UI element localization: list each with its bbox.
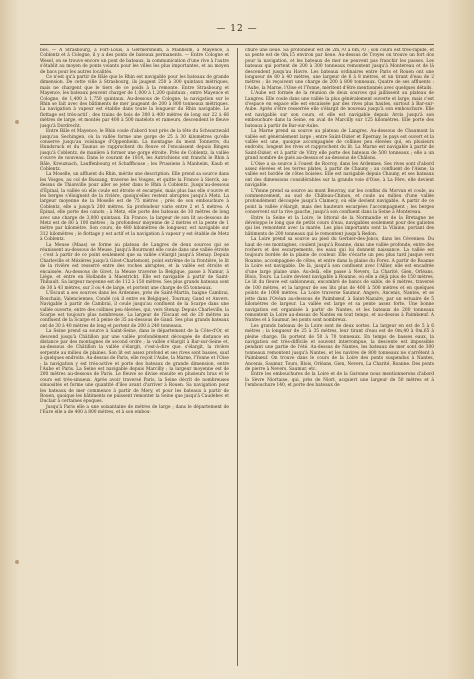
paragraph: L'Escaut a ses sources dans les Ardennes, près de Saint-Martin, baigne Cambrai, Bouchain, Valenciennes, Condé (où il entre en Belgique), Tournay, Gand et Anvers. Navigable à partir de Cambrai, il coule jusqu'au confluent de la Scarpe dans une vallée ouverte, entre des collines peu élevées, qui, vers Stenay. Depuis Charleville, la Scarpe est toujours plus nombreuse. La largeur de l'Escaut est de 20 mètres au confluent de la Scarpe et à peine de 35 au-dessous de Gand. Ses plus grands bateaux ont de 30 à 40 mètres de long et portent de 200 à 240 tonneaux. <box>40 291 229 329</box>
paragraph: Ce n'est qu'à partir de Bâle que le Rhin est navigable pour les bateaux de grande dimension. De cette ville à Strasbourg, ils jaugent 250 à 300 quintaux métriques, mais ne chargent que le tiers de ce poids à la remonte. Entre Strasbourg et Mayence, les bateaux peuvent charger de 1,000 à 1,200 quintaux ; entre Mayence et Cologne, de 1,400 à 1,750 quintaux. Au-dessous de Cologne, la navigation sur le Rhin se fait avec des bâtiments de mer jaugeant de 200 à 800 tonneaux métriques. La navigation à vapeur est établie dans toute la longueur du Rhin navigable. Le flottage est très-actif ; des trains de bois de 300 à 400 mètres de long sur 22 à 66 mètres de large, et montés par 400 à 500 matelots et rameurs, descendent le fleuve jusqu'à Dordrecht. <box>40 75 229 129</box>
binding-hole-mark <box>15 120 19 124</box>
paragraph: bos. — A Strasbourg, à Fort-Louis, à Germersheim, à Manheim, à Mayence, à Coblentz et à Cologne, il y a des ponts de bateaux permanents. — Entre Cologne et Wesel, on se trouve encore un pont de bateaux, la communication d'une rive à l'autre s'établit au moyen de ponts volants pour les villes les plus importantes, et au moyen de bacs pour les autres localités. <box>40 48 229 75</box>
header-rule <box>40 44 434 45</box>
right-column <box>245 48 434 666</box>
paragraph: Entre la Seine et la Loire, le littoral de la Normandie et de la Bretagne ne développe le long que de petits cours d'eau, navigables seulement pour des galiotes qui les remontent avec la marée. Les plus importants sont la Vilaine, portant des bâtiments de 200 tonneaux qui le remontent jusqu'à Redon. <box>245 215 434 237</box>
paragraph: La Seine prend sa source à Saint-Seine, dans le département de la Côte-d'Or, et descend jusqu'à Châtillon par une vallée profondément découpée de distance en distance par des montagnes de second ordre ; la vallée s'élargit à Bar-sur-Seine et, au-dessous de Châtillon la vallée s'élargit, c'est-à-dire que, s'élargit, la rivière serpente au milieu de plaines. Son lit est assez profond et ses rives sont basses, sauf à quelques endroits. Au-dessus de Paris, elle reçoit l'Aube, la Marne, l'Yonne et l'Oise ; la navigation y est très-active et porte des bateaux de grande dimension, entre l'Aube et Paris. La Seine est navigable depuis Marcilly ; la largeur moyenne est de 200 mètres au-dessous de Paris. Le fleuve se divise ensuite en plusieurs bras et le cours est très-sinueux. Après avoir traversé Paris, la Seine décrit de nombreuses sinuosités et forme une quantité d'îles avant d'arriver à Rouen. Sa navigation pour les bateaux de mer commence à partir de Mery, et pour les bateaux à partir de Rouen, quoique les bâtiments ne puissent remonter la Seine que jusqu'à Caudebec et Duclair à certaines époques. <box>40 329 229 405</box>
paragraph: L'Aube est formée de la réunion de deux sources qui jaillissent au plateau de Langres. Elle coule dans une vallée la plus généralement ouverte et large, mais c'est d'espace en espace elle est encaissée par des rives plus hautes, surtout à Bar-sur-Aube. Après s'être resserrée elle s'élargit de nouveau jusqu'à son embouchure. Elle est navigable sur son cours, et elle est navigable depuis Arcis jusqu'à son embouchure dans la Seine, en aval de Marcilly sur 125 kilomètres. Elle porte des bateaux à partir de Bar-sur-Aube. <box>245 91 434 129</box>
paragraph: La Loire prend sa source au pied du Gerbier-des-Joncs, dans les Cévennes. Du haut de ces montagnes, coulent jusqu'à Roanne, dans une vallée profonde, entre des rochers et des escarpements, les eaux qui lui donnent naissance. La vallée est toujours bordée de la plaine de couleur. Elle s'écarte un peu plus tard jusque vers Roanne, accompagnée de côtes, et entre dans la plaine du Forez. A partir de Roanne la Loire est navigable. De là, jusqu'à son confluent avec l'Allier, elle est encadrée d'une large plaine unie. Au-delà, elle passe à Nevers, La Charité, Gien, Orléans, Blois, Tours. La Loire devient navigable à Roanne, où elle a déjà plus de 150 mètres. Le lit du fleuve est sablonneux, encombré de bancs de sable, de 6 mètres, traversé de 100 mètres, et la largeur de ses lits plus de 400 à 500 mètres et en quelques points de 1000 mètres. La Loire traverse Saumur, Angers, Ancenis, Nantes, et se jette dans l'Océan au-dessous de Paimbœuf, à Saint-Nazaire, par un estuaire de 5 kilomètres de largeur. La vallée est large et sa pente assez forte. Une bonne navigation est organisée à partir de Nantes, et les bateaux de 200 tonneaux remontent la Loire au-dessus de Nantes en tout temps, et au-dessus à Paimbœuf. A Nantes et à Saumur, les ponts sont nombreux. <box>245 237 434 324</box>
paragraph: Entre Bâle et Mayence, le Rhin coule d'abord tout près de la tête du Schwarzwald jusqu'au Sechingen, où la vallée forme une gorge de 25 à 30 kilomètres qu'elle conserve jusqu'au voisinage d'Oppenheim. La montagne du mont Tonnerre, du Hundsruck et du Taunus se rapprochent du fleuve et l'encaissent depuis Bingen jusqu'à Coblentz, de manière à former une gorge étroite. Près de Coblentz, la vallée s'ouvre de nouveau. Dans le courant de 1814, les Autrichiens ont franchi le Rhin à Bâle, Kreuznach, Lauffenbourg et Schaffhouse ; les Prussiens à Manheim, Kaub et Coblentz. <box>40 129 229 172</box>
paragraph: chure une lieue. Sa profondeur est de 2m,70 à 6m,70 ; son cours est très-rapide, et sa pente est de 0m,15 environ par lieue. Au-dessus de Troyes on trouve un fort dos pour la navigation, et les bateaux de mer ne peuvent pas franchir les passes. Les bateaux qui portent de 200 à 300 tonneaux remontent jusqu'à Montereau et de là descendent jusqu'au Havre. Les bateaux ordinaires entre Paris et Rouen ont une longueur de 80 à 40 mètres, une largeur de 6 à 8 mètres, et un tirant d'eau de 2 mètres ; ils reçoivent une charge de 200 à 800 tonneaux. Quatre de ses affluents : l'Aube, la Marne, l'Oise et l'Yonne, méritent d'être mentionnés avec quelques détails. <box>245 48 434 91</box>
page-number: — 12 — <box>216 24 258 34</box>
page-header <box>0 24 474 38</box>
paragraph: Jusqu'à Paris elle a une soixantaine de mètres de large ; dans le département de l'Eure elle a de 400 à 800 mètres, et à son embou- <box>40 404 229 416</box>
paragraph: L'Oise a sa source à l'ouest de Rocroy, dans les Ardennes. Ses rives sont d'abord assez élevées et les terres plates, à partir de Chauny ; au confluent de l'Aisne, la vallée est bordée de côtes boisées. Elle est navigable depuis Chauny, et ses bateaux ont des dimensions considérables sur la grande voie d'Oise, à La Fère, elle devient navigable. <box>245 161 434 189</box>
column-divider <box>237 48 238 666</box>
left-column <box>40 48 229 666</box>
binding-hole-mark <box>15 560 19 564</box>
paragraph: Entre les embouchures de la Loire et de la Garonne nous mentionnerons d'abord la Sèvre Niortaise, qui, près de Niort, acquiert une largeur de 50 mètres et à l'embouchure 140, et porte des bateaux de <box>245 372 434 389</box>
paragraph: Les grands bateaux de la Loire sont de deux sortes. La largeur en est de 5 à 6 mètres ; la longueur de 25 à 35 mètres, leur tirant d'eau est de 0m,40 à 0m,65 à pleine charge. Ils portent de 50 à 70 tonneaux. En temps de basses eaux, la navigation est très-difficile et souvent interrompue, la descente est impossible pendant une partie de l'été. Au-dessus de Nantes, les bateaux de mer sont de 300 tonneaux remontent jusqu'à Nantes, et les navires de 800 tonneaux ne s'arrêtent à Paimbœuf. On trouve dans le cours de la Loire des ponts suspendus à Nantes, Ancenis, Saumur, Tours, Blois, Orléans, Gien, Nevers, La Charité, Roanne. Des ponts de pierre à Nevers, Saumur, etc. <box>245 323 434 372</box>
text-columns <box>40 48 434 666</box>
paragraph: La Meuse (Maas) se forme au plateau de Langres de deux sources qui se réunissent au-dessous de Meuse. Jusqu'à Bourmont elle coule dans une vallée étroite ; c'est à partir de ce point seulement que sa vallée s'élargit jusqu'à Stenay. Depuis Charleville et Mézières jusqu'à Givet-Charlemont, point extrême de la frontière, le lit de la rivière est resserré entre des roches abruptes, et la vallée est étroite et encaissée. Au-dessous de Givet, la Meuse traverse la Belgique, passe à Namur, à Liège, et entre en Hollande à Maestricht. Elle est navigable à partir de Saint-Thibault. Sa largeur moyenne est de 112 à 150 mètres. Ses plus grands bateaux sont de 30 à 43 mètres, sur 3 ou 4 de large, et portent une charge de 65 tonneaux. <box>40 242 229 291</box>
paragraph: L'Yonne prend sa source au mont Beuvray, sur les confins du Morvan et coule, au commencement, au sud de Château-Chinon, et coule au milieu d'une vallée profondément découpée jusqu'à Clamecy, où elle devient navigable. A partir de ce point la vallée s'élargit, mais des hauteurs escarpées l'accompagnent ; les berges conservent sur la rive gauche, jusqu'à son confluent dans la Seine à Montereau. <box>245 188 434 216</box>
paragraph: La Moselle, un affluent du Rhin, mérite une description. Elle prend sa source dans les Vosges, au col de Bussang, traverse les Vosges, et quitte la France à Sierck, au-dessus de Thionville pour aller se jeter dans le Rhin à Coblentz. Jusqu'au-dessous d'Épinal, la vallée où elle coule est étroite et escarpée, mais plus bas elle s'ouvre et les berges s'éloignent de la rivière, quoiqu'elles restent abruptes jusqu'à Metz. La largeur moyenne de la Moselle est de 75 mètres ; près de son embouchure à Coblentz, elle a jusqu'à 200 mètres. Sa profondeur varie entre 2 et 5 mètres. A Épinal, elle porte des canots ; à Metz, elle porte des bateaux de 30 mètres de long avec une charge de 3,000 quintaux. En France, la largeur de son lit au-dessous de Metz est de 80 à 100 mètres ; la profondeur moyenne de 2 mètres et la pente de 1 mètre par kilomètre. Son cours, de 480 kilomètres de longueur, est navigable sur 312 kilomètres ; le flottage y est actif et la navigation à vapeur y est établie de Metz à Coblentz. <box>40 172 229 243</box>
paragraph: La Marne prend sa source au plateau de Langres. Au-dessous de Chaumont la vallée est généralement large ; entre Saint-Dizier et Épernay, le pays est ouvert et la vallée est une, quoique accompagnée de collines peu élevées qui, en plusieurs endroits, longent les rives et rapprochent du lit. La Marne est navigable à partir de Saint-Dizier, et à partir de Vitry elle porte des bateaux de 500 tonneaux ; elle a un grand nombre de gués au-dessus et au-dessous de Châlons. <box>245 129 434 162</box>
